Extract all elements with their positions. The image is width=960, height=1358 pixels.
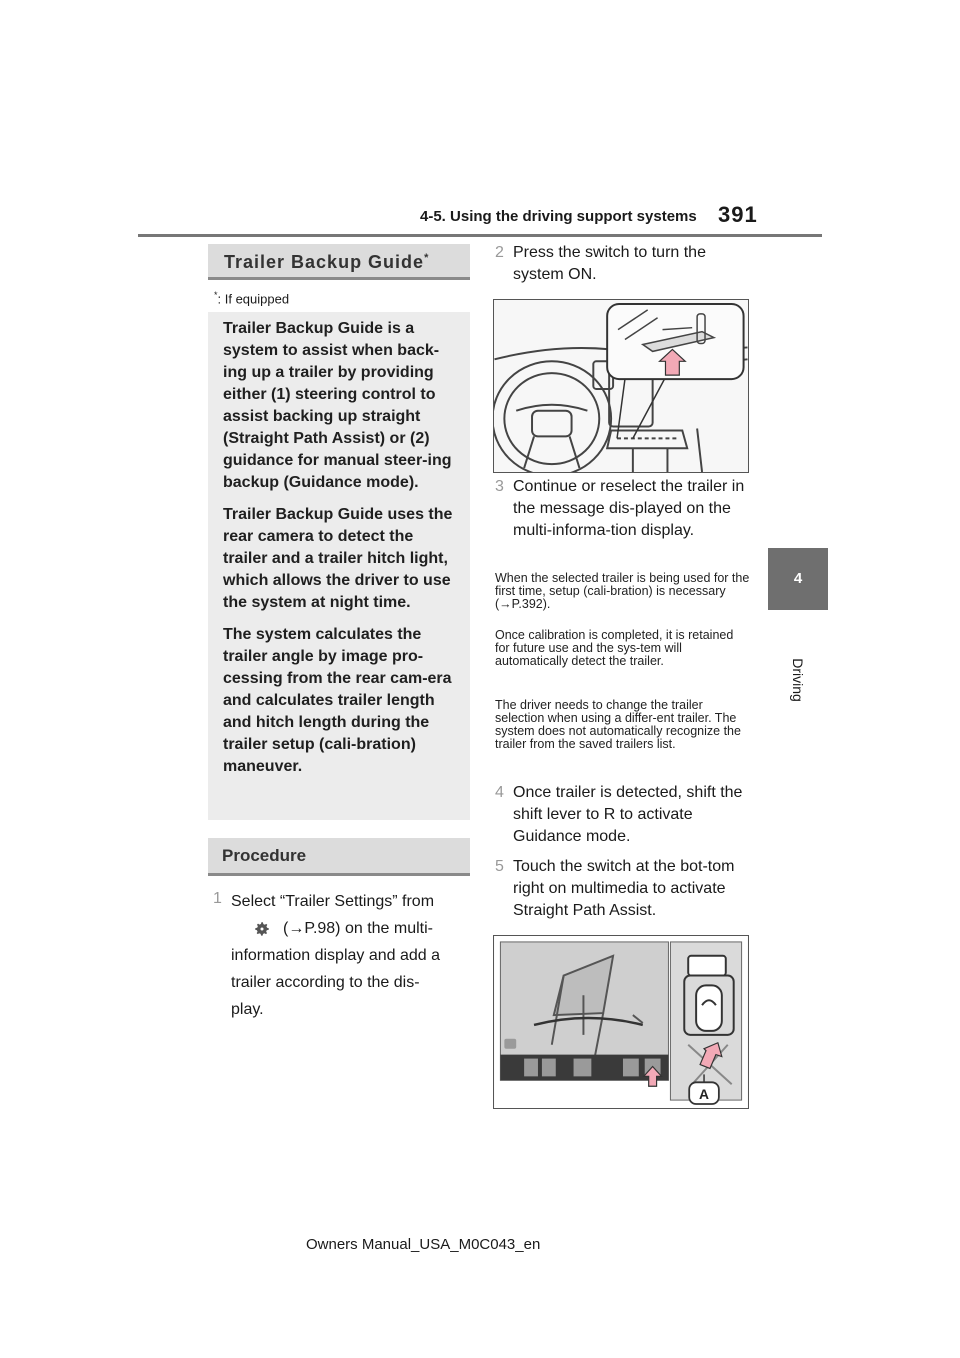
intro-paragraph: Trailer Backup Guide is a system to assist when back-ing up a trailer by providing either (1) steering control to assist backing up straight (Straight Path Assist) or (2) guidance for manual steer-ing backup (Guidance mode). (223, 320, 452, 491)
note: Once calibration is completed, it is retained for future use and the sys-tem will automatically detect the trailer. (495, 628, 734, 668)
step-number: 3 (495, 478, 504, 495)
multimedia-camera-illustration (493, 935, 749, 1109)
chapter-label: Driving (790, 658, 806, 702)
step-4: 4 Once trailer is detected, shift the shift lever to R to activate Guidance mode. (495, 784, 743, 845)
section-title-trailer-backup-guide: Trailer Backup Guide* (208, 244, 470, 280)
note: When the selected trailer is being used for the first time, setup (cali-bration) is necessary (→P.392). (495, 571, 750, 611)
step-2: 2 Press the switch to turn the system ON. (495, 244, 706, 283)
step-number: 1 (213, 890, 222, 907)
dashboard-switch-illustration (493, 299, 749, 473)
step-number: 2 (495, 244, 504, 261)
intro-paragraph: The system calculates the trailer angle by image pro-cessing from the rear cam-era and calculates trailer length and hitch length during the trailer setup (cali-bration) maneuver. (223, 626, 452, 775)
step-number: 5 (495, 858, 504, 875)
step-5: 5 Touch the switch at the bot-tom right on multimedia to activate Straight Path Assist. (495, 858, 735, 919)
callout-label: A (699, 1086, 710, 1103)
running-header-title: 4-5. Using the driving support systems (420, 208, 697, 225)
footer-manual-id: Owners Manual_USA_M0C043_en (306, 1236, 541, 1253)
step-number: 4 (495, 784, 504, 801)
intro-paragraph: Trailer Backup Guide uses the rear camera to detect the trailer and a trailer hitch light, which allows the driver to use the system at night time. (223, 506, 453, 611)
step-3: 3 Continue or reselect the trailer in the message dis-played on the multi-informa-tion display. (495, 478, 745, 539)
note: The driver needs to change the trailer selection when using a differ-ent trailer. The system does not automatically recognize the trailer from the saved trailers list. (495, 698, 741, 751)
chapter-tab: 4 (768, 548, 828, 610)
footnote-if-equipped: *: If equipped (214, 290, 290, 307)
page-number: 391 (718, 202, 758, 227)
section-title-procedure: Procedure (208, 838, 470, 876)
header-rule (138, 234, 822, 237)
step-1: 1 Select “Trailer Settings” from (→P.98) on the multi- information display and add a trailer according to the dis- play. (213, 890, 441, 1018)
intro-box (208, 312, 470, 820)
gear-icon (251, 920, 273, 938)
